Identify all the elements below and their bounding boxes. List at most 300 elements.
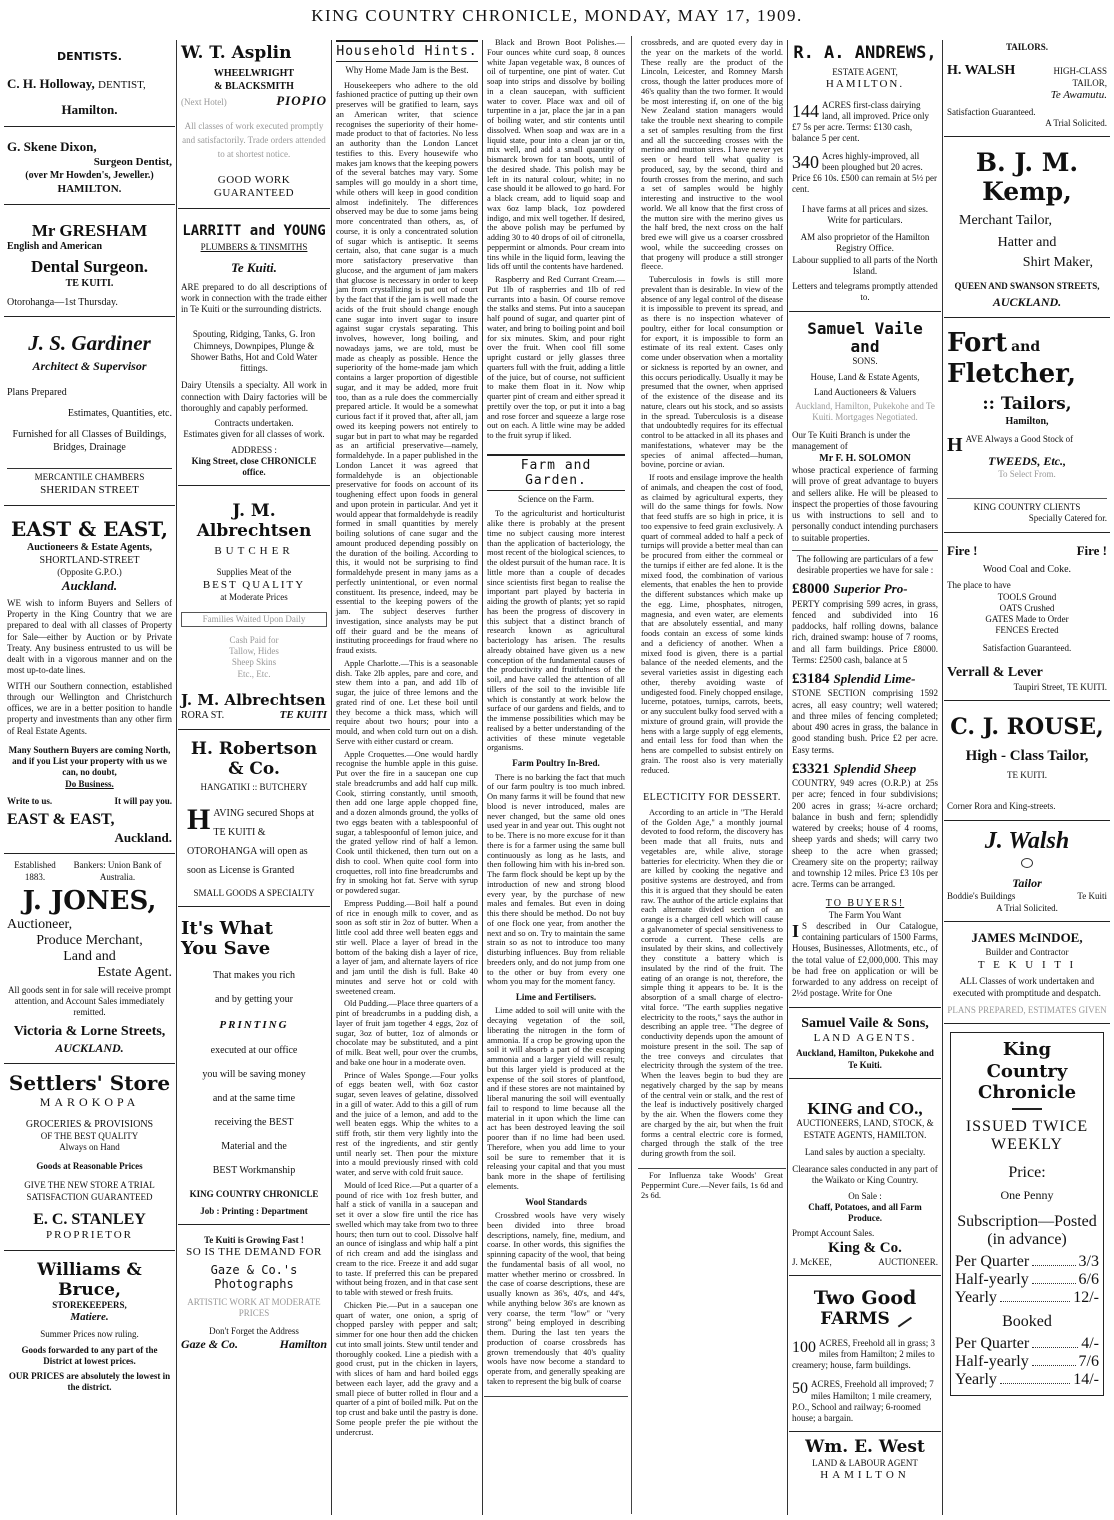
asplin-guarantee: GOOD WORK GUARANTEED [213,173,295,200]
rate-label: Per Quarter [955,1334,1030,1352]
fort-line: To Select From. [998,468,1056,479]
leader-dots [1032,1347,1078,1348]
east-text: WE wish to inform Buyers and Sellers of Property in the King Country that we are prepared to deal with all classes of Property for Sale—either by Auction or by Private Treaty. Any business entrusted to us will be dealt with in a vigorous manner and on the most up-to-date lines. [7,597,172,676]
kemp-line: Shirt Maker, [1022,254,1093,270]
gresham-name: Mr GRESHAM [31,220,148,240]
gaze-line: SO IS THE DEMAND FOR [186,1246,322,1259]
larritt-text: Spouting, Ridging, Tanks, G. Iron Chimneys, Downpipes, Plunge & Shower Baths, Hot and Cold Water fittings. [190,329,318,374]
article-paragraph: Empress Pudding.—Boil half a pound of rice in enough milk to cover, and as soon as soft stir in 2oz of butter. When a little cool add three well beaten eggs and stir well. Place a layer of bread in the bottom of the baking dish a layer of rice, a layer of jam, and alternate layers of rice and jam until the dish is full. Bake 40 minutes and serve hot or cold with sweetened cream. [336,898,478,996]
ad-east-east [4,506,175,855]
gresham-sub: English and American [7,241,103,253]
gresham-note: Otorohanga—1st Thursday. [7,296,118,308]
ad-king-country-chronicle [950,1032,1104,1396]
column-4-right [638,36,786,1514]
gaze-footer: Gaze & Co. Hamilton [181,1336,327,1351]
section-header: TAILORS. [1005,42,1049,52]
andrews-town: HAMILTON. [825,77,905,90]
article-paragraph: Apple Croquettes.—One would hardly recognise the humble apple in this guise. Put over the fire in a saucepan one cup stale breadcrumbs and add half cup milk. Cook, stirring constantly, until smooth, then add one large apple chopped fine, and a dozen almonds ground, the yolks of two eggs beaten with a tablespoonful of sugar, a tablespoonful of lemon juice, and the grated yellow rind of half a lemon. Cook until thickened, then turn out on a dish to cool. When quite cool form into croquettes, roll into fine breadcrumbs and fry in smoking hot fat. Serve with syrup or powdered sugar. [336,749,478,896]
article-influenza [638,1169,786,1211]
ad-dixon [4,127,175,205]
save-heading: You Save [181,938,271,960]
rouse-town: TE KUITI. [1007,770,1047,781]
asplin-name: W. T. Asplin [181,43,292,63]
vaile-name: Samuel Vaile and [807,318,923,356]
gaze-faint: ARTISTIC WORK AT MODERATE PRICES [187,1297,321,1319]
article-paragraph: Apple Charlotte.—This is a seasonable dish. Take 2lb apples, pare and core, and stew them into a pan, and add 1lb of sugar, the juice of three lemons and the grated rind of one. Let these boil until they become a thick mass, which will require about two hours; pour into a mould, and when cold turn out on a dish. Serve with either custard or cream. [336,658,478,746]
ad-gresham [4,205,175,317]
article-paragraph: To the agriculturist and horticulturist alike there is probably at the present time no subject causing more interest than the application of bacteriology, the most recent of the biological sciences, to the oldest pursuit of the human race. It is little more than a couple of decades since scientists first began to realise the important part played by bacteria in aiding the growth of plants; yet so rapid has been the progress of discovery in this subject that a distinct branch of research known as agricultural bacteriology has arisen. The results already obtained have given us a new conception of the fundamental causes of the productivity and fruitfulness of the soil, and have called the attention of all tillers of the soil to the invisible life which is constantly at work below the surface of our gardens and fields, and to the immense possibilities which may be realised by a better understanding of the activities of these minute vegetable organisms. [487,509,625,753]
column-3 [333,36,481,1514]
article-paragraph: Black and Brown Boot Polishes.—Four ounces white curd soap, 8 ounces white Japan vegetable wax, 8 ounces of oil of turpentine, one pint of water. Cut soap into strips and dissolve by boiling in a clean saucepan, with sufficient water to cover. Place wax and oil of turpentine in a jar, place the jar in a pan of boiling water, and stir contents until dissolved. When soap and wax are in a liquid state, pour into a clean jar or tin, mix well, and add a small quantity of bismarck brown for tan boots, until of the desired shade. This polish may be left in its natural colour, white; in no case should it be allowed to go hard. For a black cream, add to liquid soap and wax 6oz lamp black, 1oz powdered indigo, and mix well together. If desired, the above polish may be perfumed by adding 30 to 40 drops of oil of citronella, peppermint or almonds. Pour cream into tins while in the liquid form, leaving the lids off until the contents have hardened. [487,38,625,272]
article-electricity [638,784,786,1169]
rate-label: Yearly [955,1370,997,1388]
robertson-role: HANGATIKI :: BUTCHERY [200,782,308,793]
rate-label: Yearly [955,1288,997,1306]
larritt-address-label: ADDRESS : [231,444,277,455]
property-3-text: COUNTRY, 949 acres (O.R.P.) at 25s per acre; fenced in four subdivisions; 200 acres in grass; ¼-acre orchard; balance in bush and fern; splendidly watered by creeks; house of 4 rooms, sheep yards and sheds; will carry two sheep to the acre when grassed; Creamery site on the property; railway and township 12 miles. Price £3 10s per acre. Terms can be arranged. [792,778,938,890]
ad-holloway [4,36,175,127]
rate-row [955,1289,1099,1307]
ad-samuel-vaile [789,312,941,1008]
albrechtsen-line: Supplies Meat of the [216,567,292,578]
larritt-text: Dairy Utensils a specialty. All work in connection with Dairy factories will be thoroughly and capably performed. [181,380,327,413]
ad-mcindoe [944,922,1110,1024]
column-5 [789,36,941,1514]
fort-heading: Fort and [947,328,1041,358]
jones-line: Produce Merchant, [36,932,143,948]
property-2: £3184 Splendid Lime- [792,671,916,688]
column-1 [4,36,175,1514]
dixon-town: HAMILTON. [57,183,122,196]
column-rule [482,40,483,1515]
fort-line: Specially Catered for. [1028,513,1107,524]
column-4 [484,36,786,1514]
article-heading: Household Hints. [336,40,478,62]
walsh-town: Te Awamutu. [1050,88,1107,101]
fort-text: HAVE Always a Good Stock of [947,433,1074,456]
king-role: AUCTIONEERS, LAND, STOCK, & ESTATE AGENTS, HAMILTON. [796,1118,934,1140]
rate-value: 7/6 [1078,1352,1099,1370]
rate-value: 3/3 [1078,1252,1099,1270]
gaze-name: Gaze & Co.'s Photographs [210,1263,298,1292]
kcc-sub: Subscription—Posted [957,1212,1097,1230]
gaze-line: Don't Forget the Address [209,1325,299,1336]
column-6 [944,36,1110,1514]
masthead-title: KING COUNTRY CHRONICLE, MONDAY, MAY 17, 1909. [311,6,803,25]
larritt-role: PLUMBERS & TINSMITHS [200,242,308,253]
east-text: WITH our Southern connection, established through our Wellington and Christchurch offices, we are in a better position to handle property and investments than any other firm of Real Estate Agents. [7,680,172,736]
kemp-line: Merchant Tailor, [959,212,1053,228]
ad-verrall-lever [944,533,1110,702]
fort-role: :: Tailors, [982,394,1072,415]
article-subheading: Lime and Fertilisers. [515,992,597,1003]
larritt-town: Te Kuiti. [231,259,277,275]
east-write-line: Write to us. It will pay you. [7,795,172,806]
andrews-role: ESTATE AGENT, [832,66,898,77]
ad-its-what-you-save [178,907,330,1225]
leader-dots [1032,1365,1076,1366]
walsh-header: H. WALSH HIGH-CLASS TAILOR, [947,63,1107,88]
kcc-price-label: Price: [1008,1163,1046,1181]
farm-offer-1: 100 ACRES, Freehold all in grass; 3 miles from Hamilton; 2 miles to creamery; house, farm buildings. [792,1337,935,1371]
article-household-hints [333,36,481,1446]
rouse-name: C. J. ROUSE, [950,714,1104,741]
albrechtsen-line: Etc., Etc. [237,668,271,679]
holloway-name: C. H. Holloway, DENTIST, [7,76,146,92]
gardiner-line: Estimates, Quantities, etc. [67,408,172,420]
rouse-address: Corner Rora and King-streets. [947,801,1056,812]
rate-value: 14/- [1073,1370,1099,1388]
rate-row [955,1371,1099,1389]
jones-town: AUCKLAND. [55,1040,124,1055]
albrechtsen-line: at Moderate Prices [220,592,288,603]
ad-two-good-farms [789,1276,941,1432]
fire-line: GATES Made to Order [985,614,1069,625]
pen-icon [892,1309,912,1328]
settlers-line: Goods at Reasonable Prices [36,1161,143,1172]
kcc-booked: Booked [1002,1312,1052,1330]
settlers-name: Settlers' Store [8,1070,171,1095]
williams-name: Williams & Bruce, [37,1260,142,1300]
mcindoe-name: JAMES McINDOE, [971,929,1083,945]
kcc-posted-rates [955,1253,1099,1307]
ad-vaile-sons [789,1008,941,1079]
rouse-role: High - Class Tailor, [965,747,1089,764]
larritt-name: LARRITT and YOUNG [182,223,326,240]
ad-robertson [178,730,330,907]
mcindoe-role: Builder and Contractor [985,946,1069,957]
ad-kemp [944,137,1110,318]
farm-offer-2: 50 ACRES, Freehold all improved; 7 miles Hamilton; 1 mile creamery, P.O., School and railway; 6-roomed house; a bargain. [792,1379,934,1424]
vaile2-role: LAND AGENTS. [813,1031,917,1044]
farms-heading: Two Good [813,1287,917,1310]
fire-line: Satisfaction Guaranteed. [982,642,1072,653]
verrall-name: Verrall & Lever [947,664,1043,680]
fire-sub: Wood Coal and Coke. [982,564,1072,576]
larritt-text: ARE prepared to do all descriptions of work in connection with the trade either in Te Kuiti or the surrounding districts. [181,281,327,315]
williams-role: STOREKEEPERS, [52,1300,127,1311]
vaile-text: whose practical experience of farming will prove of great advantage to buyers and sellers alike. He will be pleased to inspect the properties of those favouring us with instructions to sell and to personally conduct intending purchasers to suitable properties. [792,465,938,543]
mcindoe-town: T E K U I T I [977,959,1077,972]
article-paragraph: Housekeepers who adhere to the old fashioned practice of putting up their own preserves will be gratified to learn, says an American writer, that science recognises the superiority of their home-made product to that of factories. No less an authority than the London Lancet testifies to this. Every housewife who makes jam knows that the keeping powers of the several batches may vary. Some samples will go mouldy in a short time, while others will keep in good condition almost indefinitely. The differences observed may be due to some jams being more concentrated than others, as, of course, it is only a concentrated solution of sugar which is antiseptic. It seems certain, also, that cane sugar is a much more satisfactory preservative than glucose, and the argument of jam makers that glucose is necessary in order to keep jam from crystallizing is put out of court by the fact that if the jam is well made the acids of the fruit should change enough cane sugar into invert sugar to insure against sugar crystals separating. This involves, however, long boiling, and nowadays jams, we are told, must be made as cheaply as possible. Hence the superiority of the home-made jam which contains a larger proportion of digestible sugar, and it may be added, more fruit too, than as a rule does the commercially prepared article. It would be a somewhat curious fact if it proved that, after all, jam owed its keeping powers not entirely to sugar but in part to what may be regarded as an artificial preservative—namely, formaldehyde. In a paper published in the London Lancet it was agreed that formaldehyde is an objectionable preservative for foods on account of its toughening effect upon foods in general and upon protein in particular. And yet it would appear that formaldehyde is readily formed in small quantities by merely boiling solutions of cane sugar and the amount produced depending possibly on the duration of the boiling. According to this, it would not be surprising to find formaldehyde present in many jams as a perfectly unintentional, or even normal constituent. Its presence, indeed, may be essential to the keeping powers of the jam. The subject deserves further investigation, since analysts may be put off their guard and be the means of instituting proceedings for fraud where no fraud exists. [336,80,478,656]
vaile2-towns: Auckland, Hamilton, Pukekohe and Te Kuiti. [796,1048,934,1070]
gardiner-role: Architect & Supervisor [32,359,147,374]
ad-settlers-store [4,1064,175,1251]
kemp-address: QUEEN AND SWANSON STREETS, [954,280,1100,291]
leader-dots [1032,1283,1076,1284]
gardiner-address: MERCANTILE CHAMBERS [7,468,172,483]
save-text: That makes you rich and by getting your PRINTING executed at our office you will be saving money and at the same time receiving the BEST Material and the BEST Workmanship [202,970,306,1176]
article-paragraph: crossbreds, and are quoted every day in the year on the markets of the world. These really are the product of the Lincoln, Leicester, and Romney Marsh cross, though the latter produces more of 46's quality than the two former. It would be most interesting if, on one of the big New Zealand station managers would take the trouble next shearing to compile a set of samples resulting from the first and all the succeeding crosses with the merino and mutton sires. I have never yet seen or heard tell what quality is produced, say, by the second, third and fourth crosses from the merino, and such a set of samples would be highly interesting and instructive to the wool world. We all know that the first cross of the mutton sire with the merino gives us the half bred, the next cross on the half bred ewe will give us a coarser crossbred wool, while the succeeding crosses on that progeny will produce a still stronger fleece. [641,38,783,272]
mcindoe-line: ALL Classes of work undertaken and executed with promptitude and despatch. [953,976,1101,998]
jones-line: Land and [63,948,116,964]
article-wool-cont [638,36,786,784]
settlers-prop: PROPRIETOR [45,1229,134,1242]
albrechtsen-address: RORA ST. TE KUITI [181,709,327,722]
vaile-faint: Auckland, Hamilton, Pukekohe and Te Kuiti. Mortgages Negotiated. [795,401,935,423]
kcc-issued: ISSUED TWICE WEEKLY [965,1117,1089,1153]
williams-line: Summer Prices now ruling. [40,1329,139,1340]
gardiner-name: J. S. Gardiner [28,330,151,355]
fort-tweeds: TWEEDS, Etc., [987,453,1066,468]
article-subheading: Why Home Made Jam is the Best. [345,65,469,76]
article-paragraph: Lime added to soil will unite with the decaying vegetation of the soil, liberating the nitrogen in the form of ammonia. If a crop be growing upon the soil it will absorb a part of the escaping ammonia and a larger yield will result; but this larger yield is produced at the expense of the soil stores of plantfood, and if these stores are not maintained by liberal manuring the soil will eventually fail to respond to lime because all the material in it upon which the lime can act has been destroyed leaving the soil poorer than if no lime had been used. Therefore, when you add lime to your soil be sure to remember that it is releasing your capital and that you must bank more in the shape of fertilising elements. [487,1006,625,1191]
andrews-offer-1: 144 ACRES first-class dairying land, all improved. Price only £7 5s per acre. Terms: £130 cash, balance 5 per cent. [792,99,929,144]
east-address: (Opposite G.P.O.) [57,566,122,577]
column-4-body [484,36,786,1514]
article-heading: Farm and Garden. [487,454,625,491]
buyers-text: I S described in Our Catalogue, containing particulars of 1500 Farms, Houses, Businesses, Allotments, etc., of the total value of £2,000,000. This may be had free on application or will be forwarded to any address on receipt of 2½d postage. Write for One [792,920,938,999]
jones-address: Victoria & Lorne Streets, [13,1023,166,1039]
vaile-text: Our Te Kuiti Branch is under the management of [792,429,911,451]
buyers-heading: TO BUYERS! [825,897,905,909]
settlers-line: Always on Hand [59,1141,120,1152]
mcindoe-faint: PLANS PREPARED, ESTIMATES GIVEN [947,1004,1107,1015]
leader-dots [1032,1265,1075,1266]
andrews-line: AM also proprietor of the Hamilton Registry Office. [800,232,930,254]
crest-icon [1021,858,1033,868]
ad-williams-bruce [4,1251,175,1401]
fire-line: The place to have [947,580,1011,591]
settlers-line: GIVE THE NEW STORE A TRIAL [24,1180,155,1191]
east-text: Many Southern Buyers are coming North, and if you List your property with us we can, no doubt, [8,744,171,778]
article-paragraph: Chicken Pie.—Put in a saucepan one quart of water, one onion, a sprig of chopped parsley with pepper and salt; simmer for one hour then add the chicken cut into small joints. Stew until tender and thoroughly cooked. Line a piedish with a good crust, put in the chicken in layers, with slices of ham and hard boiled eggs between each layer, add the gravy and a small piece of butter rolled in flour and a quarter of a pint of boiled milk. Put on the top crust and bake until the pastry is done. Some people prefer the pie without the undercrust. [336,1300,478,1437]
king-footer: J. McKEE, AUCTIONEER. [792,1256,938,1267]
ad-jones [4,854,175,1063]
gresham-role: Dental Surgeon. [30,257,149,277]
andrews-offer-2: 340 Acres highly-improved, all been ploughed but 20 acres. Price £6 10s. £500 can remain at 5½ per cent. [792,150,937,195]
west-role: LAND & LABOUR AGENT [812,1457,918,1468]
article-subheading: Wool Standards [525,1196,587,1207]
vaile2-name: Samuel Vaile & Sons, [801,1015,929,1031]
larritt-text: Contracts undertaken. [214,418,294,429]
column-rule [176,40,177,1515]
vaile-manager: Mr F. H. SOLOMON [819,453,911,465]
asplin-faint: All classes of work executed promptly and satisfactorily. Trade orders attended to at shortest notice. [182,120,326,160]
albrechtsen-line: BEST QUALITY [202,578,306,591]
property-2-text: STONE SECTION comprising 1592 acres, all easy country; well watered; and three miles of fencing completed; about 490 acres in grass, the balance in good standing bush. Price £2 per acre. Easy terms. [792,688,938,755]
east-text: Do Business. [65,778,114,789]
settlers-town: MAROKOPA [39,1094,140,1109]
article-paragraph: According to an article in "The Herald of the Golden Age," a monthly journal devoted to food reform, the discovery has been made that all fruits, nuts and vegetables are, while alive, storage batteries for electricity. When they die or are killed by cooking the negative and positive systems are destroyed, and from this it is argued that they should be eaten raw. The author of the article explains that each alternate divided section of an orange is a charged cell which will cause a galvanometer of special sensitiveness to corrode a current. These cells are insulated by their skins, and collectively they constitute a battery which is insulated by the rind of the fruit. The eating of an orange is not, therefore, the simple thing it appears to be. It is the absorption of a small charge of electro-vital force. "The earth supplies negative electricity to the roots," says the author in describing an apple tree. "The degree of conductivity depends upon the amount of moisture present in the soil. The sap of the tree conveys and circulates that electricity through the system of the tree. When the leaves begin to bud they are negatively charged by the sap by means of the central vein or stalk, and the rest of the leaf is inductively positively charged by the air. When the flowers come they are charged by the air, but when the fruit forms a central electric core is formed, charged through the stalk of the tree during growth from the soil. [641,807,783,1159]
ad-west [789,1432,941,1490]
robertson-small-goods: SMALL GOODS A SPECIALTY [193,887,315,898]
albrechtsen-name: J. M. Albrechtsen [196,501,312,541]
settlers-owner: E. C. STANLEY [33,1210,146,1228]
masthead [0,0,1114,36]
vaile-sons: SONS. [852,356,878,367]
robertson-text: HAVING secured Shops at TE KUITI & OTOROHANGA will open as soon as License is Granted [187,802,314,876]
east-name: EAST & EAST, [11,516,168,541]
rate-label: Half-yearly [955,1352,1029,1370]
williams-town: Matiere. [70,1311,109,1324]
rate-value: 4/- [1081,1334,1099,1352]
jones-name: J. JONES, [22,885,157,916]
fort-town: Hamilton, [1005,415,1049,427]
kcc-title: King [1002,1039,1052,1061]
article-subheading: ELECTICITY FOR DESSERT. [643,792,781,804]
gresham-town: TE KUITI. [65,277,114,289]
walsh-line: A Trial Solicited. [1045,118,1107,128]
ad-rouse [944,701,1110,820]
rate-row [955,1253,1099,1271]
andrews-line: Labour supplied to all parts of the North Island. [792,254,938,276]
rate-row [955,1335,1099,1353]
article-paragraph: Mould of Iced Rice.—Put a quarter of a pound of rice with 1oz fresh butter, and half a stick of vanilla in a saucepan and set it over a slow fire until the rice has swelled which may take from two to three hours; then turn out to cool. Dissolve half an ounce of isinglass and whip half a pint of rich cream and add the isinglass and cream to the rice. Freeze it and add sugar to taste. If preferred this can be prepared without being frozen, and in that case sent to table with stewed or fresh fruits. [336,1180,478,1298]
king-name: KING and CO., [807,1098,923,1118]
fire-line: TOOLS Ground [997,591,1057,602]
vaile-text: The following are particulars of a few desirable properties we have for sale : [792,550,938,577]
asplin-location: (Next Hotel) PIOPIO [181,92,327,108]
jones-est: Established 1883. Bankers: Union Bank of Australia. [14,860,162,882]
rate-row [955,1271,1099,1289]
west-town: HAMILTON [820,1469,910,1482]
albrechtsen-name-2: J. M. Albrechtsen [181,690,326,709]
king-line: Land sales by auction a specialty. [804,1146,926,1157]
vaile-line: Land Auctioneers & Valuers [813,386,917,397]
leader-dots [1000,1383,1070,1384]
article-subheading: Farm Poultry In-Bred. [512,758,600,769]
fort-line: KING COUNTRY CLIENTS [947,498,1107,513]
kemp-line: Hatter and [997,234,1057,250]
divider [1012,1108,1042,1110]
dixon-name: G. Skene Dixon, [7,139,97,155]
article-paragraph: Raspberry and Red Currant Cream.—Put 1lb of raspberries and 1lb of red currants into a basin. Of course remove the stalks and stems. Put into a saucepan half pound of sugar, and quarter pint of water, and bring to boiling point and boil for six minutes. Skim, and pour right over the fruit. When cool fill some upright custard or jelly glasses three quarters full with the fruit, adding a little of the juice, but of course, not sufficient to make them float in it. Now whip quarter pint of cream and either spread it prettily over the top, or put it into a bag and rose forcer and squeeze a large rose out on each. A little wine may be added to the fruit syrup if liked. [487,275,625,440]
gardiner-line: Plans Prepared [7,387,67,399]
article-paragraph: Old Pudding.—Place three quarters of a pint of breadcrumbs in a pudding dish, a layer of fruit jam together 4 eggs, 2oz of sugar, 3oz of butter, 1oz of almonds or chocolate may be substituted, and a pint of milk. Beat well, pour over the crumbs, and bake one hour in a moderate oven. [336,999,478,1067]
kcc-title: Country [986,1060,1068,1082]
rate-row [955,1353,1099,1371]
jwalsh-name: J. Walsh [984,827,1070,854]
save-heading: It's What [181,917,273,939]
andrews-line: I have farms at all prices and sizes. Write for particulars. [802,203,928,225]
article-farm-garden [484,450,628,1397]
gardiner-line: Furnished for all Classes of Buildings, Bridges, Drainage [12,429,167,454]
article-paragraph: For Influenza take Woods' Great Peppermint Cure.—Never fails, 1s 6d and 2s 6d. [641,1170,783,1201]
rate-value: 6/6 [1078,1270,1099,1288]
ad-j-walsh [944,821,1110,922]
asplin-role: WHEELWRIGHT [213,67,295,79]
king-name-2: King & Co. [828,1239,902,1256]
williams-line: Goods forwarded to any part of the District at lowest prices. [21,1344,158,1366]
rate-value: 12/- [1073,1288,1099,1306]
king-line: Clearance sales conducted in any part of the Waikato or King Country. [792,1164,938,1186]
article-paragraph: Prince of Wales Sponge.—Four yolks of eggs beaten well, with 6oz castor sugar, seven leaves of gelatine, dissolved in a gill of water. Add to this a gill of rum and the juice of a lemon, and add to the well beaten eggs. Whip the whites to a stiff froth, stir them very lightly into the rest of the ingredients, and stir gently until nearly set. Then pour the mixture into a mould previously rinsed with cold water, and serve with cold fruit sauce. [336,1070,478,1178]
farms-heading-2: FARMS [792,1310,938,1330]
ad-andrews [789,36,941,312]
rate-label: Per Quarter [955,1252,1030,1270]
gaze-line: Te Kuiti is Growing Fast ! [204,1235,304,1246]
property-1-text: PERTY comprising 599 acres, in grass, fenced and subdivided into 16 paddocks, half rolling downs, balance rich, drained swamp: house of 7 rooms, and all farm buildings. Price £8000. Terms: £2500 cash, balance at 5 [792,598,938,665]
jones-line: Estate Agent. [97,964,172,980]
leader-dots [1000,1301,1070,1302]
column-rule [787,40,788,1515]
kcc-price: One Penny [1000,1187,1054,1202]
ad-h-walsh [944,36,1110,137]
buyers-sub: The Farm You Want [828,909,902,920]
ad-fort-fletcher [944,318,1110,533]
kemp-town: AUCKLAND. [992,295,1062,309]
article-subheading: Science on the Farm. [518,493,594,504]
holloway-town: Hamilton. [61,102,118,118]
ad-albrechtsen [178,486,330,730]
gardiner-address: SHERIDAN STREET [40,484,139,497]
king-line: Prompt Account Sales. [792,1228,875,1239]
kemp-name: B. J. M. Kemp, [975,148,1079,206]
article-polish [484,36,628,450]
robertson-name: H. Robertson & Co. [190,739,318,779]
jwalsh-address: Boddie's Buildings Te Kuiti [947,891,1107,902]
dixon-address: (over Mr Howden's, Jeweller.) [25,170,154,182]
fire-line: FENCES Erected [995,625,1059,636]
jwalsh-role: Tailor [1012,876,1042,891]
save-footer: KING COUNTRY CHRONICLE [189,1188,319,1199]
article-paragraph: If roots and ensilage improve the health of animals, and cheapen the cost of food, as claimed by agricultural experts, they will do the same things for fowls. Now that feed stuffs are so high in price, it is too expensive to feed grain exclusively. A quart of cornmeal added to half a peck of turnips will provide a better meal than can be procured from either the cornmeal or the turnips if either are fed alone. It is the mixed food, the combination of various elements, that enables the hen to provide the different substances which make up the egg. Lime, phosphates, nitrogen, magnesia, and even water, are elements that are absolutely essential, and many foods contain an excess of some kinds and a deficiency of another. When a mixed food is given, there is a partial balance of the needed elements, and the several varieties assist in digesting each other, thereby avoiding waste of undigested food. Finely chopped ensilage, lucerne, potatoes, turnips, carrots, beets, or any succulent bulky food served with a mixture of ground grain, will provide the hens with a large supply of egg elements, and entail less for food than when the hens are compelled to subsist entirely on grain. The roost also is very materially reduced. [641,473,783,775]
ad-king-co [789,1079,941,1276]
larritt-address: King Street, close CHRONICLE office. [191,455,317,478]
kcc-booked-rates [955,1335,1099,1389]
west-name: Wm. E. West [805,1437,925,1458]
andrews-name: R. A. ANDREWS, [793,43,937,63]
walsh-line: Satisfaction Guaranteed. [947,106,1036,117]
east-town-2: Auckland. [114,829,172,845]
column-rule [942,40,943,1515]
albrechtsen-line: Families Waited Upon Daily [181,612,327,627]
settlers-line: OF THE BEST QUALITY [40,1130,139,1141]
fire-line: OATS Crushed [999,602,1055,613]
andrews-line: Letters and telegrams promptly attended to. [792,281,938,303]
east-role: Auctioneers & Estate Agents, [27,541,152,553]
rate-label: Half-yearly [955,1270,1029,1288]
kcc-adv: (in advance) [987,1230,1067,1248]
property-3: £3321 Splendid Sheep [792,760,917,777]
ad-larritt-young [178,209,330,486]
dixon-role: Surgeon Dentist, [93,156,172,169]
property-1: £8000 Superior Pro- [792,581,908,598]
fort-name: Fletcher, [947,359,1077,390]
save-footer: Job : Printing : Department [200,1205,308,1216]
albrechtsen-line: Cash Paid for [229,634,279,645]
jones-note: All goods sent in for sale will receive prompt attention, and Account Sales immediately remitted. [8,984,171,1018]
column-2 [178,36,330,1514]
albrechtsen-line: Tallow, Hides [229,646,279,657]
king-line: Chaff, Potatoes, and all Farm Produce. [808,1201,922,1224]
fire-heading: Fire ! Fire ! [947,542,1107,558]
article-paragraph: Tuberculosis in fowls is still more prevalent than is desirable. In view of the absence of any legal control of the disease it is impossible to prevent its spread, and as there is no inspection whatever of poultry, either for local consumption or for export, it is impossible to form an estimate of its real extent. Cases only come under observation when a mortality or sickness is reported by an owner, and this occurs periodically. Usually it may be presumed that the owner, when apprised of the existence of the disease and its nature, clears out his stock, and so assists in the spread. Tuberculosis is a disease that undoubtedly requires for its effectual control to be attacked in all its phases and manifestations, whatever may be the species of animal affected—human, bovine, porcine or avian. [641,275,783,470]
column-rule [331,40,332,1515]
jwalsh-line: A Trial Solicited. [996,902,1058,913]
vaile-line: House, Land & Estate Agents, [810,371,920,382]
ad-gardiner [4,317,175,506]
ad-asplin [178,36,330,209]
albrechtsen-line: Sheep Skins [231,657,277,668]
article-paragraph: Crossbred wools have very wisely been divided into three broad descriptions, namely, fine, medium, and coarse. In other words, this signifies the spinning capacity of the wool, that being the fundamental basis of all wool, no matter whether merino or crossbred. In the case of coarse descriptions, these are usually known as 36's, 40's, and 44's, while anything below 36's are known as very coarse, the term "low" or "very strong" being employed in describing them. During the last ten years the production of coarse crossbreds has grown tremendously that 40's quality wools have now become a standard to operate from, and generally speaking are taken to represent the big bulk of coarse [487,1211,625,1386]
column-4-left [484,36,632,1514]
section-header: DENTISTS. [57,50,122,63]
article-paragraph: There is no barking the fact that much of our farm poultry is too much inbred. On many farms it will be found that new blood is never introduced, males are never changed, but the same old ones used year in and year out. This ought not to be. There is no more excuse for it than there is for a farmer using the same bull continuously as long as he lasts, and then following him with his in-bred son. The farm flock should be kept up by the introduction of new and strong blood every year, by the purchase of new males and females. But even in doing this there should be method. Do not buy of one flock one year, from another the next and so on. Try to maintain the same strain so as not to introduce too many disturbing influences. Buy from reliable breeders only, and do not jump from one to the other or buy from every one whom you may for the moment fancy. [487,772,625,987]
ad-gaze [178,1225,330,1359]
jones-line: Auctioneer, [7,916,73,932]
williams-line: OUR PRICES are absolutely the lowest in the district. [8,1371,171,1393]
verrall-address: Taupiri Street, TE KUITI. [1013,682,1107,693]
east-name-2: EAST & EAST, [7,811,115,829]
settlers-line: SATISFACTION GUARANTEED [26,1191,153,1202]
kcc-title: Chronicle [977,1082,1077,1104]
larritt-text: Estimates given for all classes of work. [183,429,325,440]
east-town: Auckland. [61,577,118,593]
east-address: SHORTLAND-STREET [39,554,140,566]
albrechtsen-role: BUTCHER [214,545,294,558]
